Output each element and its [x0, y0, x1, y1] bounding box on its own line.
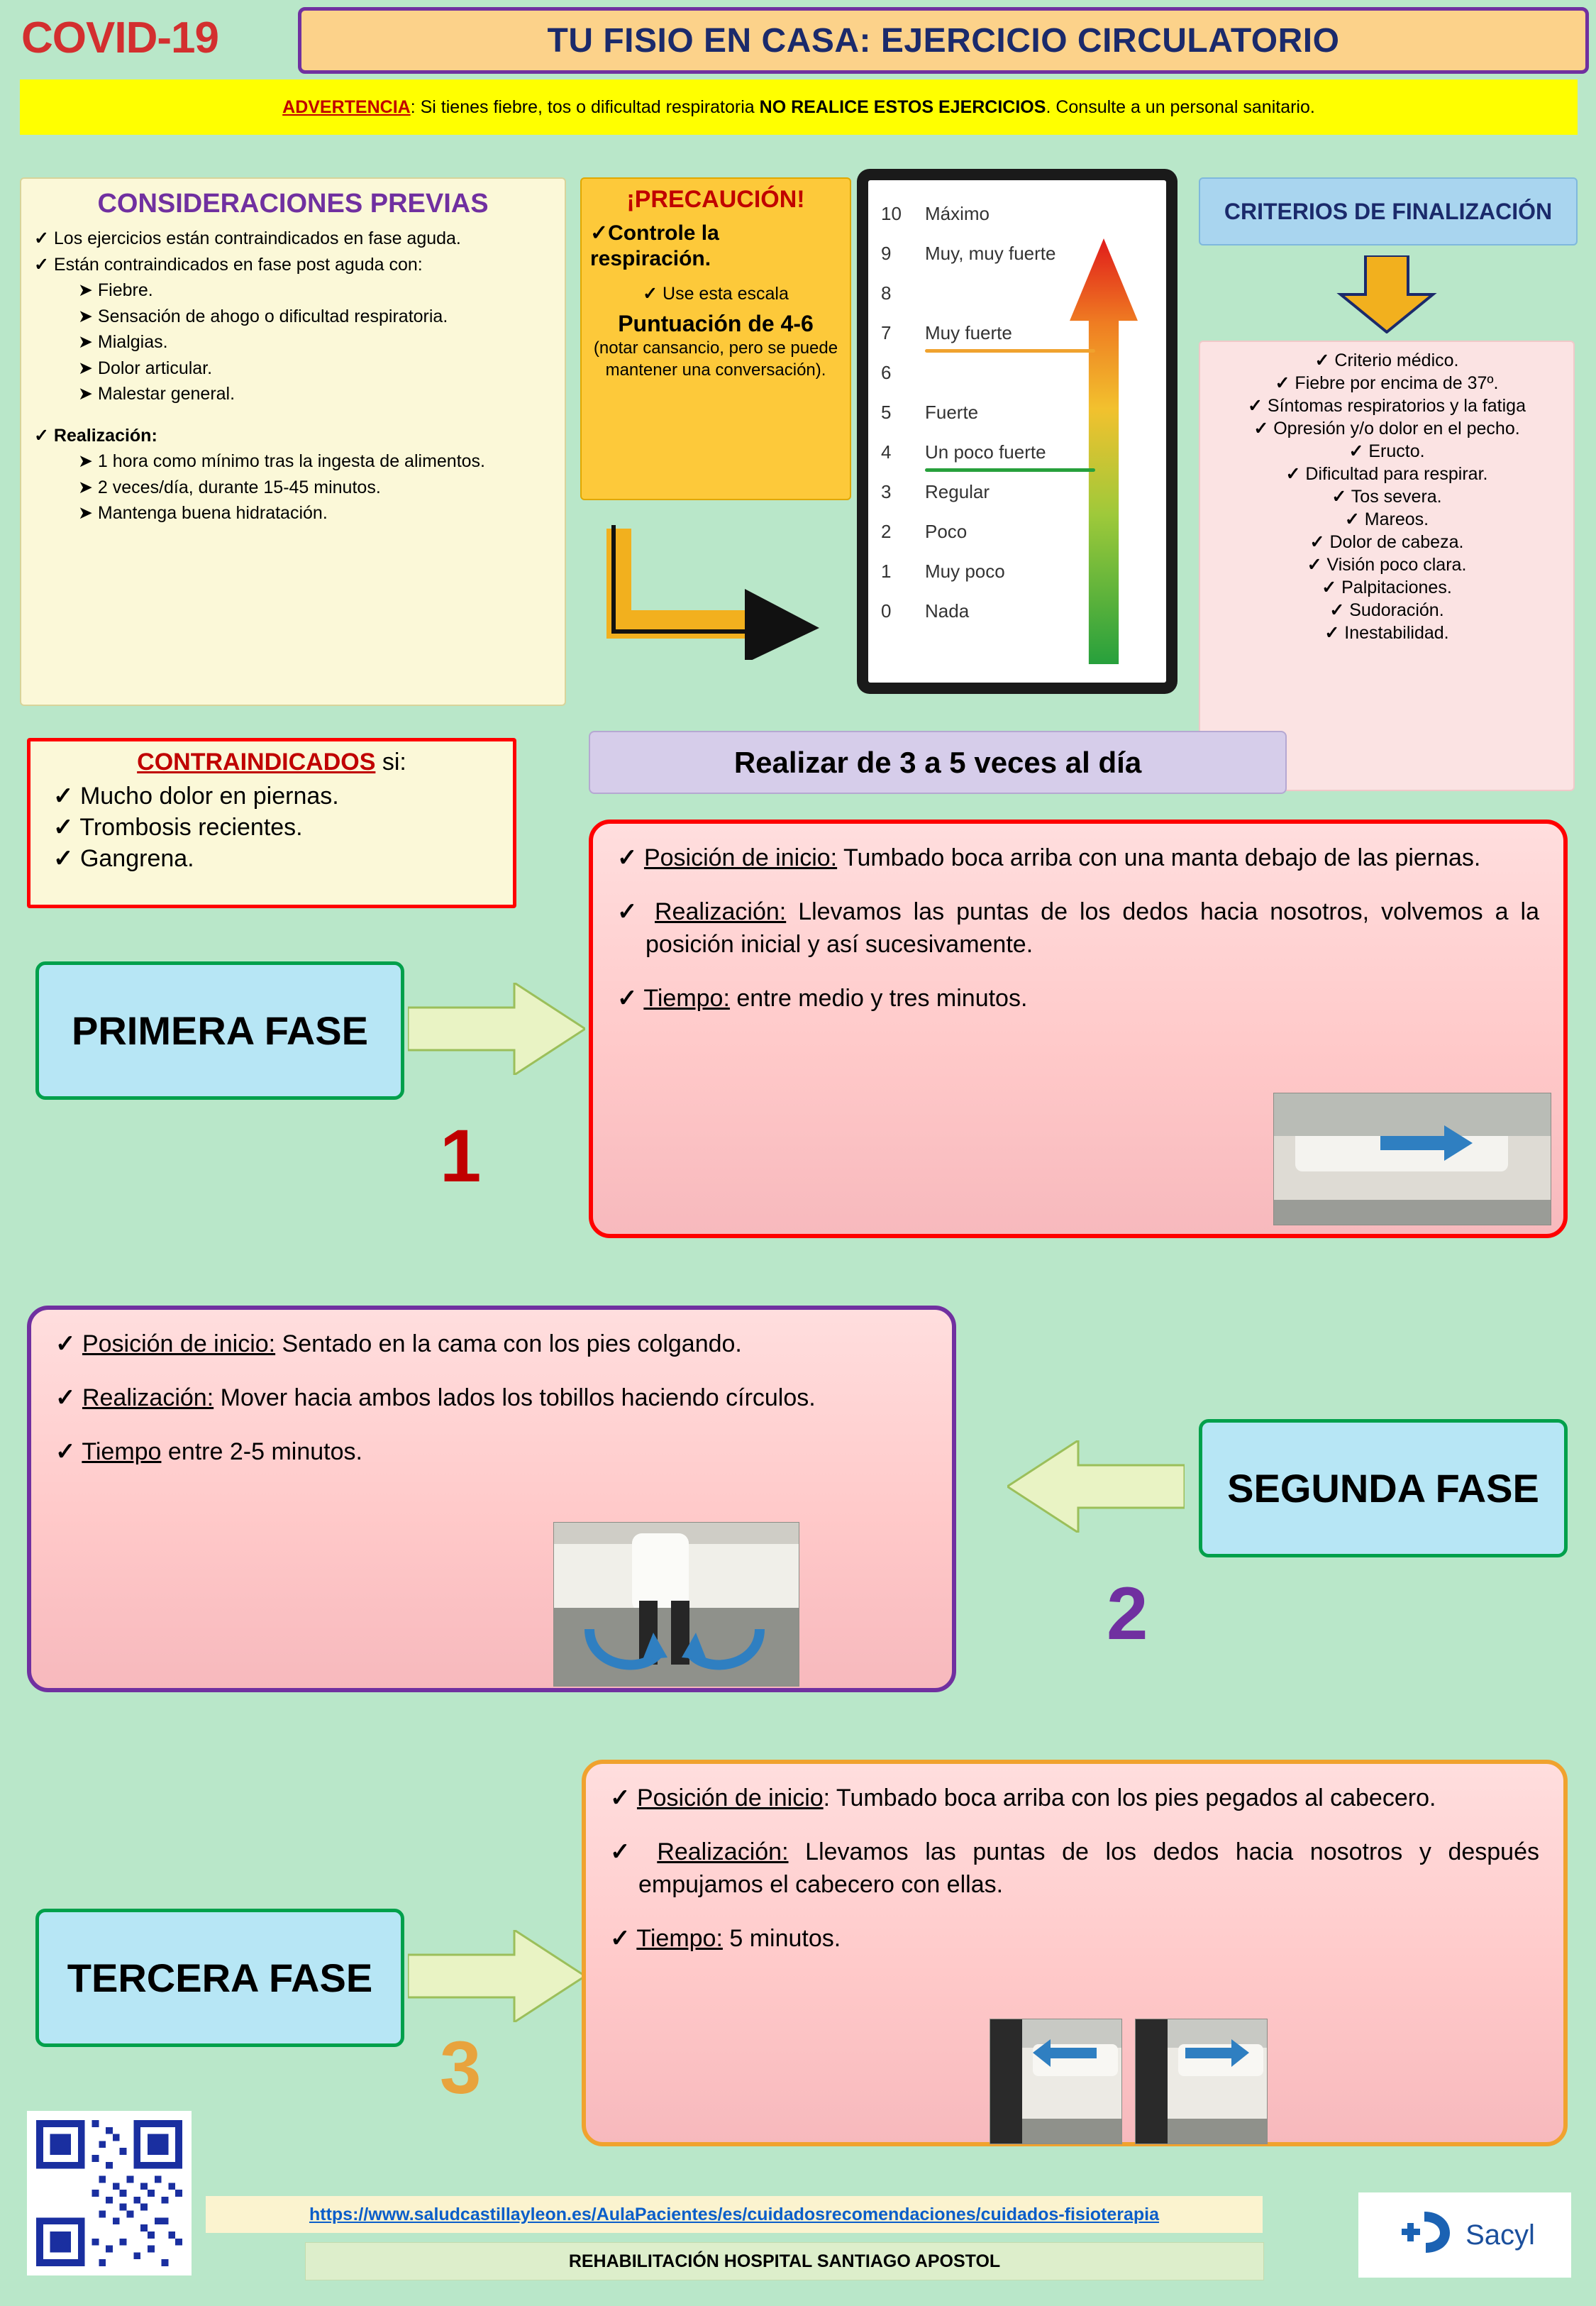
source-url[interactable]	[206, 2196, 1263, 2233]
photo3b-headboard	[1136, 2019, 1168, 2144]
list-item	[1210, 395, 1563, 417]
phase-box-2	[27, 1306, 956, 1692]
precaucion-score: Puntuación de 4-6	[618, 311, 814, 336]
warning-banner	[20, 79, 1578, 135]
phase-number-2: 2	[1107, 1572, 1148, 1655]
phase1-line0-lead: Posición de inicio:	[643, 844, 838, 871]
borg-num-5: 5	[881, 402, 892, 423]
borg-label-5: Fuerte	[925, 402, 979, 423]
criterios-item-7: Mareos.	[1364, 509, 1429, 529]
list-item	[34, 425, 552, 447]
check-icon: ✓	[1321, 578, 1337, 597]
check-icon: ✓	[590, 221, 609, 245]
phase1-line0-rest: Tumbado boca arriba con una manta debajo de las piernas.	[837, 844, 1481, 871]
criterios-panel	[1199, 341, 1575, 791]
phase1-line2-rest: entre medio y tres minutos.	[729, 984, 1028, 1012]
borg-scale-inner	[868, 180, 1166, 683]
check-icon: ✓	[1348, 441, 1364, 461]
check-icon: ✓	[1253, 419, 1269, 438]
realizacion-item-1: 2 veces/día, durante 15-45 minutos.	[97, 477, 381, 497]
borg-label-9: Muy, muy fuerte	[925, 243, 1056, 264]
warning-label: ADVERTENCIA	[282, 96, 411, 117]
list-item	[617, 842, 1539, 875]
borg-label-1: Muy poco	[925, 561, 1005, 582]
criterios-item-8: Dolor de cabeza.	[1329, 532, 1464, 552]
exercise-photo-1	[1273, 1093, 1551, 1225]
motion-arrow-icon	[1380, 1122, 1473, 1164]
list-item	[34, 331, 552, 353]
header	[0, 7, 1596, 72]
exercise-photo-3a	[990, 2019, 1122, 2144]
list-item	[1210, 485, 1563, 508]
phase1-line2-lead: Tiempo:	[643, 984, 730, 1012]
contraindicados-item-2: Gangrena.	[79, 845, 194, 873]
curved-arrow-icon	[606, 518, 826, 660]
arrow-bullet-icon: ➤	[78, 280, 93, 300]
contraindicados-title-rest: si:	[375, 749, 406, 776]
list-item	[610, 1923, 1539, 1955]
right-arrow-icon-3	[408, 1930, 585, 2022]
check-icon: ✓	[1344, 509, 1360, 529]
consideraciones-sub-2: Mialgias.	[97, 332, 168, 352]
right-arrow-icon-1	[408, 983, 585, 1075]
list-item	[617, 983, 1539, 1015]
check-icon: ✓	[34, 425, 49, 446]
list-item	[610, 1782, 1539, 1815]
precaucion-line-1	[590, 221, 841, 272]
precaucion-note: (notar cansancio, pero se puede mantener una conversación).	[593, 338, 838, 380]
contraindicados-title-underline: CONTRAINDICADOS	[137, 749, 376, 776]
borg-num-6: 6	[881, 362, 892, 383]
list-item	[34, 477, 552, 499]
consideraciones-item-0: Los ejercicios están contraindicados en fase aguda.	[53, 228, 461, 248]
check-icon: ✓	[53, 783, 74, 810]
list-item	[1210, 417, 1563, 440]
list-item	[1210, 508, 1563, 531]
exercise-photo-2	[553, 1522, 799, 1687]
arrow-bullet-icon: ➤	[78, 306, 93, 326]
check-icon: ✓	[34, 254, 49, 275]
consideraciones-panel	[20, 177, 566, 706]
exercise-photo-3b	[1135, 2019, 1268, 2144]
phase-label-2-text: SEGUNDA FASE	[1227, 1465, 1539, 1511]
intensity-arrow-icon	[1070, 238, 1138, 664]
covid-label: COVID-19	[21, 13, 218, 62]
borg-num-4: 4	[881, 441, 892, 463]
contraindicados-panel	[27, 738, 516, 908]
check-icon: ✓	[55, 1384, 76, 1411]
consideraciones-sub-4: Malestar general.	[97, 384, 235, 404]
borg-divider-green	[925, 468, 1095, 472]
borg-label-2: Poco	[925, 521, 968, 542]
criterios-item-5: Dificultad para respirar.	[1305, 464, 1488, 484]
criterios-item-12: Inestabilidad.	[1344, 623, 1449, 643]
arrow-bullet-icon: ➤	[78, 384, 93, 404]
criterios-title: CRITERIOS DE FINALIZACIÓN	[1224, 198, 1553, 224]
phase2-line1-lead: Realización:	[82, 1384, 214, 1411]
precaucion-line-1-text: Controle la respiración.	[590, 221, 719, 270]
borg-num-8: 8	[881, 282, 892, 304]
check-icon: ✓	[610, 1924, 631, 1952]
borg-divider-orange	[925, 349, 1095, 353]
borg-num-7: 7	[881, 322, 892, 343]
criterios-item-6: Tos severa.	[1351, 487, 1442, 507]
borg-num-3: 3	[881, 481, 892, 502]
borg-label-3: Regular	[925, 481, 990, 502]
arrow-bullet-icon: ➤	[78, 358, 93, 378]
page-title-text: TU FISIO EN CASA: EJERCICIO CIRCULATORIO	[547, 21, 1340, 60]
check-icon: ✓	[1248, 396, 1263, 416]
phase3-line0-rest: : Tumbado boca arriba con los pies pegados al cabecero.	[823, 1784, 1436, 1811]
page-title	[298, 7, 1589, 74]
criterios-item-3: Opresión y/o dolor en el pecho.	[1273, 419, 1520, 438]
phase2-line2-lead: Tiempo	[82, 1438, 162, 1465]
phase2-line0-lead: Posición de inicio:	[82, 1330, 276, 1357]
phase1-line1-rest: Llevamos las puntas de los dedos hacia nosotros, volvemos a la posición inicial y así sucesivamente.	[645, 898, 1539, 958]
borg-label-4: Un poco fuerte	[925, 441, 1046, 463]
check-icon: ✓	[53, 845, 74, 873]
realizacion-label: Realización:	[53, 425, 157, 446]
borg-label-10: Máximo	[925, 203, 990, 224]
list-item	[34, 383, 552, 405]
motion-arrow-icon-left	[1033, 2037, 1097, 2069]
phase-label-1-text: PRIMERA FASE	[72, 1008, 368, 1053]
borg-num-2: 2	[881, 521, 892, 542]
list-item	[53, 812, 500, 843]
precaucion-title: ¡PRECAUCIÓN!	[626, 186, 805, 213]
arrow-bullet-icon: ➤	[78, 503, 93, 523]
contraindicados-item-0: Mucho dolor en piernas.	[79, 783, 339, 810]
list-item	[55, 1436, 928, 1469]
phase2-line1-rest: Mover hacia ambos lados los tobillos haciendo círculos.	[214, 1384, 816, 1411]
list-item	[34, 358, 552, 380]
borg-label-0: Nada	[925, 600, 970, 622]
check-icon: ✓	[617, 898, 643, 925]
phase-label-1	[35, 961, 404, 1100]
criterios-item-10: Palpitaciones.	[1341, 578, 1452, 597]
sacyl-logo-icon	[1395, 2209, 1456, 2261]
photo2-person	[632, 1533, 689, 1611]
check-icon: ✓	[55, 1438, 76, 1465]
photo3b-floor	[1168, 2119, 1267, 2144]
check-icon: ✓	[55, 1330, 76, 1357]
list-item	[34, 228, 552, 250]
list-item	[1210, 599, 1563, 622]
circular-arrow-icon-left	[582, 1618, 667, 1682]
check-icon: ✓	[1275, 373, 1290, 393]
contraindicados-item-1: Trombosis recientes.	[79, 814, 303, 842]
list-item	[34, 254, 552, 276]
list-item	[55, 1328, 928, 1361]
phase2-line0-rest: Sentado en la cama con los pies colgando.	[275, 1330, 742, 1357]
consideraciones-title: CONSIDERACIONES PREVIAS	[97, 189, 489, 219]
check-icon: ✓	[53, 814, 74, 842]
list-item	[34, 280, 552, 302]
consideraciones-sub-0: Fiebre.	[97, 280, 153, 300]
arrow-bullet-icon: ➤	[78, 332, 93, 352]
phase3-line2-lead: Tiempo:	[636, 1924, 723, 1952]
list-item	[53, 843, 500, 874]
phase-label-2	[1199, 1419, 1568, 1557]
left-arrow-icon-2	[1007, 1440, 1185, 1533]
list-item	[1210, 372, 1563, 395]
check-icon: ✓	[617, 844, 638, 871]
list-item	[1210, 440, 1563, 463]
down-arrow-icon	[1334, 255, 1440, 333]
criterios-item-9: Visión poco clara.	[1326, 555, 1467, 575]
list-item	[610, 1836, 1539, 1902]
check-icon: ✓	[1309, 532, 1325, 552]
criterios-header	[1199, 177, 1578, 246]
criterios-item-4: Eructo.	[1368, 441, 1425, 461]
phase3-line1-rest: Llevamos las puntas de los dedos hacia nosotros y después empujamos el cabecero con ellas.	[638, 1838, 1539, 1898]
list-item	[34, 502, 552, 524]
list-item	[617, 896, 1539, 961]
borg-num-1: 1	[881, 561, 892, 582]
check-icon: ✓	[1331, 487, 1347, 507]
list-item	[34, 306, 552, 328]
list-item	[1210, 576, 1563, 599]
phase-label-3	[35, 1909, 404, 2047]
phase3-line0-lead: Posición de inicio	[636, 1784, 824, 1811]
list-item	[1210, 349, 1563, 372]
check-icon: ✓	[617, 984, 638, 1012]
check-icon: ✓	[34, 228, 49, 248]
circular-arrow-icon-right	[682, 1618, 767, 1682]
list-item	[34, 451, 552, 473]
photo1-floor	[1274, 1200, 1551, 1225]
check-icon: ✓	[1285, 464, 1301, 484]
motion-arrow-icon-right	[1185, 2037, 1249, 2069]
warning-strong: NO REALICE ESTOS EJERCICIOS	[759, 96, 1046, 117]
contraindicados-title	[43, 749, 500, 776]
list-item	[1210, 531, 1563, 553]
precaucion-panel	[580, 177, 851, 500]
criterios-item-0: Criterio médico.	[1334, 351, 1459, 370]
sacyl-logo-text: Sacyl	[1465, 2219, 1535, 2251]
phase3-line1-lead: Realización:	[657, 1838, 789, 1865]
warning-text-2: . Consulte a un personal sanitario.	[1046, 96, 1315, 117]
list-item	[1210, 553, 1563, 576]
check-icon: ✓	[1324, 623, 1340, 643]
phase1-line1-lead: Realización:	[655, 898, 787, 925]
consideraciones-item-1: Están contraindicados en fase post aguda con:	[53, 254, 423, 275]
precaucion-line-2-text: Use esta escala	[663, 284, 789, 304]
check-icon: ✓	[610, 1838, 641, 1865]
realizacion-item-0: 1 hora como mínimo tras la ingesta de alimentos.	[97, 451, 485, 471]
criterios-item-2: Síntomas respiratorios y la fatiga	[1267, 396, 1526, 416]
frequency-banner-text: Realizar de 3 a 5 veces al día	[733, 745, 1142, 779]
criterios-item-1: Fiebre por encima de 37º.	[1295, 373, 1499, 393]
check-icon: ✓	[1314, 351, 1330, 370]
source-url-text[interactable]: https://www.saludcastillayleon.es/AulaPacientes/es/cuidadosrecomendaciones/cuidados-fisioterapia	[309, 2204, 1160, 2224]
hospital-banner-text: REHABILITACIÓN HOSPITAL SANTIAGO APOSTOL	[568, 2251, 1001, 2271]
check-icon: ✓	[610, 1784, 631, 1811]
borg-num-9: 9	[881, 243, 892, 264]
realizacion-item-2: Mantenga buena hidratación.	[97, 503, 328, 523]
qr-code[interactable]	[27, 2111, 192, 2275]
list-item	[1210, 463, 1563, 485]
consideraciones-sub-1: Sensación de ahogo o dificultad respiratoria.	[97, 306, 448, 326]
phase-label-3-text: TERCERA FASE	[67, 1955, 373, 2000]
precaucion-line-2	[590, 283, 841, 381]
photo3a-headboard	[990, 2019, 1022, 2144]
phase2-line2-rest: entre 2-5 minutos.	[161, 1438, 362, 1465]
list-item	[1210, 622, 1563, 644]
frequency-banner	[589, 731, 1287, 794]
hospital-banner	[305, 2242, 1264, 2280]
photo3a-floor	[1022, 2119, 1121, 2144]
phase-number-3: 3	[440, 2026, 482, 2109]
consideraciones-sub-3: Dolor articular.	[97, 358, 213, 378]
arrow-bullet-icon: ➤	[78, 451, 93, 471]
check-icon: ✓	[643, 284, 658, 304]
list-item	[53, 780, 500, 812]
list-item	[55, 1382, 928, 1415]
borg-num-0: 0	[881, 600, 892, 622]
borg-label-7: Muy fuerte	[925, 322, 1012, 343]
phase-number-1: 1	[440, 1115, 482, 1198]
arrow-bullet-icon: ➤	[78, 477, 93, 497]
qr-code-graphic[interactable]	[36, 2120, 182, 2266]
check-icon: ✓	[1329, 600, 1345, 620]
check-icon: ✓	[1307, 555, 1322, 575]
spacer	[34, 409, 552, 421]
criterios-item-11: Sudoración.	[1349, 600, 1444, 620]
phase3-line2-rest: 5 minutos.	[722, 1924, 841, 1952]
sacyl-logo	[1358, 2192, 1571, 2278]
borg-num-10: 10	[881, 203, 902, 224]
borg-scale-image	[857, 169, 1177, 694]
warning-text-1: : Si tienes fiebre, tos o dificultad respiratoria	[410, 96, 760, 117]
